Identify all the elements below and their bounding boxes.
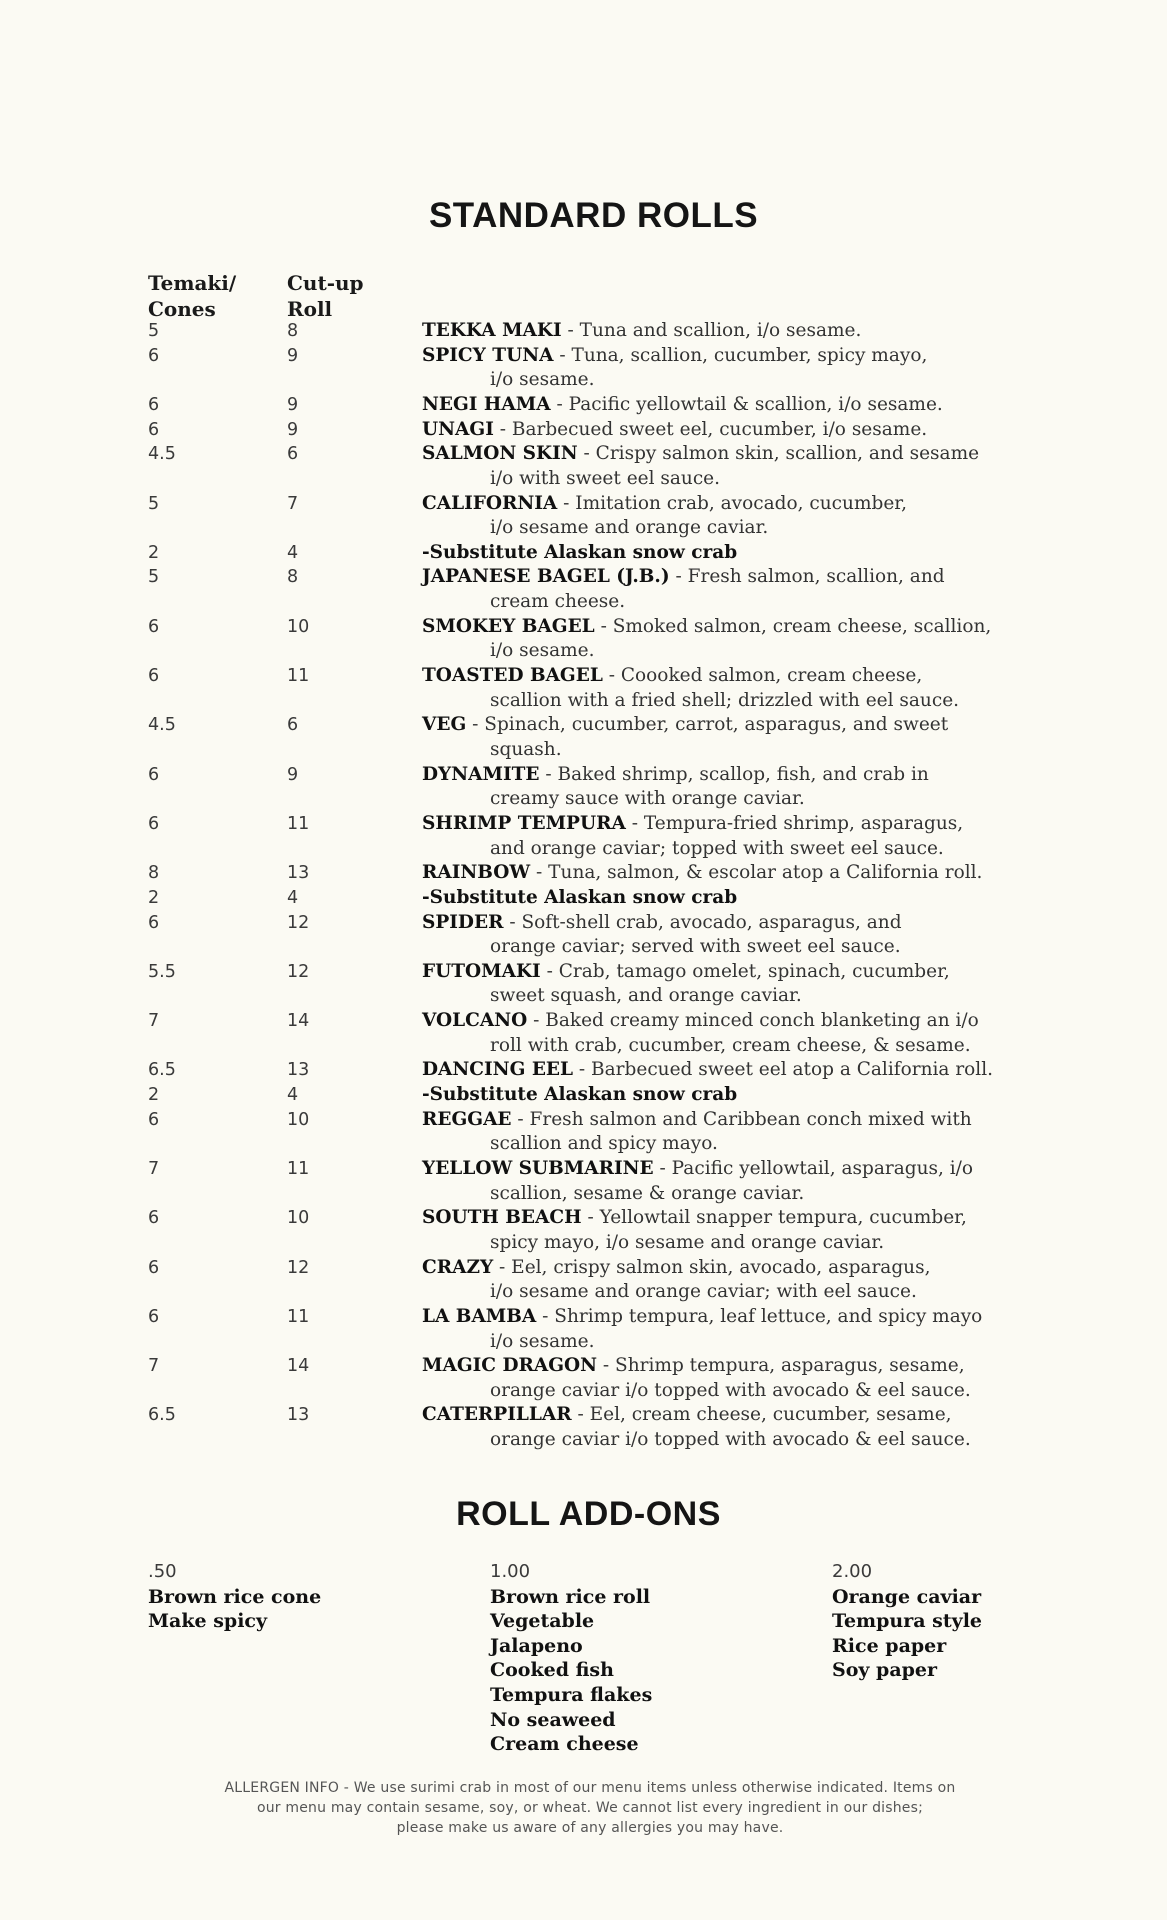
menu-row	[0, 812, 1167, 861]
cut-roll-price: 10	[287, 1208, 310, 1229]
rolls-list	[0, 319, 1167, 1453]
roll-description	[422, 541, 1042, 566]
roll-description	[422, 763, 1042, 812]
allergen-info	[150, 1778, 1030, 1838]
addon-item: Vegetable	[490, 1610, 595, 1633]
addon-item: Tempura flakes	[490, 1683, 653, 1706]
allergen-line-2: our menu may contain sesame, soy, or wheat. We cannot list every ingredient in our dishes;	[256, 1800, 924, 1816]
cone-price: 6	[148, 1257, 160, 1278]
roll-description	[422, 886, 1042, 911]
cone-price: 6	[148, 813, 160, 834]
cut-roll-price: 4	[287, 542, 299, 563]
roll-description	[422, 1009, 1042, 1058]
roll-ingredients-continued: orange caviar i/o topped with avocado & eel sauce.	[490, 1379, 971, 1401]
cut-roll-price: 12	[287, 912, 310, 933]
menu-row	[0, 344, 1167, 393]
cone-price: 6	[148, 666, 160, 687]
roll-description	[422, 393, 1042, 418]
roll-ingredients: - Coooked salmon, cream cheese,	[602, 665, 923, 687]
roll-ingredients: - Yellowtail snapper tempura, cucumber,	[581, 1207, 967, 1229]
roll-ingredients: - Pacific yellowtail & scallion, i/o sesame.	[550, 393, 943, 415]
cut-roll-price: 6	[287, 444, 299, 465]
roll-ingredients: - Baked shrimp, scallop, fish, and crab in	[539, 763, 929, 785]
roll-description	[422, 615, 1042, 664]
roll-name: CALIFORNIA	[422, 492, 558, 514]
roll-description	[422, 492, 1042, 541]
cut-header-line2: Roll	[287, 297, 333, 321]
menu-row	[0, 713, 1167, 762]
cut-header-line1: Cut-up	[287, 271, 364, 295]
roll-ingredients: - Pacific yellowtail, asparagus, i/o	[653, 1157, 974, 1179]
roll-description	[422, 1058, 1042, 1083]
cone-price: 8	[148, 863, 160, 884]
roll-ingredients: - Baked creamy minced conch blanketing an i/o	[527, 1010, 979, 1032]
cone-column-header	[148, 270, 236, 322]
cone-price: 6.5	[148, 1060, 176, 1081]
roll-name: MAGIC DRAGON	[422, 1355, 598, 1377]
cone-price: 6	[148, 1109, 160, 1130]
roll-name: YELLOW SUBMARINE	[422, 1157, 654, 1179]
cut-roll-price: 13	[287, 863, 310, 884]
roll-ingredients: - Eel, cream cheese, cucumber, sesame,	[571, 1404, 952, 1426]
roll-ingredients-continued: and orange caviar; topped with sweet eel sauce.	[490, 837, 944, 859]
cone-price: 6.5	[148, 1405, 176, 1426]
roll-name: TOASTED BAGEL	[422, 665, 603, 687]
roll-name: -Substitute Alaskan snow crab	[422, 541, 738, 563]
roll-ingredients-continued: cream cheese.	[490, 591, 626, 613]
roll-ingredients-continued: orange caviar i/o topped with avocado & eel sauce.	[490, 1429, 971, 1451]
cone-price: 6	[148, 616, 160, 637]
cone-price: 6	[148, 1208, 160, 1229]
addons-group-1	[148, 1560, 321, 1634]
roll-name: -Substitute Alaskan snow crab	[422, 1084, 738, 1106]
addon-item: Brown rice cone	[148, 1585, 322, 1608]
menu-row	[0, 1157, 1167, 1206]
menu-row	[0, 492, 1167, 541]
cone-header-line1: Temaki/	[148, 271, 237, 295]
roll-description	[422, 1403, 1042, 1452]
menu-row	[0, 1256, 1167, 1305]
roll-name: TEKKA MAKI	[422, 320, 562, 341]
allergen-line-3: please make us aware of any allergies you may have.	[396, 1820, 784, 1836]
addon-item: Orange caviar	[832, 1585, 982, 1608]
roll-name: SPIDER	[422, 911, 504, 933]
cut-roll-price: 11	[287, 1158, 310, 1179]
roll-name: REGGAE	[422, 1108, 512, 1130]
addon-item: Soy paper	[832, 1659, 938, 1682]
cut-roll-price: 6	[287, 715, 299, 736]
cut-roll-price: 11	[287, 1306, 310, 1327]
roll-name: DANCING EEL	[422, 1059, 574, 1081]
menu-row	[0, 1206, 1167, 1255]
cone-price: 2	[148, 542, 160, 563]
addon-item: Jalapeno	[490, 1634, 583, 1657]
roll-name: UNAGI	[422, 418, 494, 440]
menu-row	[0, 763, 1167, 812]
addon-item: Brown rice roll	[490, 1585, 651, 1608]
roll-description	[422, 713, 1042, 762]
menu-row	[0, 1009, 1167, 1058]
roll-description	[422, 664, 1042, 713]
roll-description	[422, 418, 1042, 443]
cut-roll-price: 13	[287, 1405, 310, 1426]
roll-name: -Substitute Alaskan snow crab	[422, 886, 738, 908]
roll-name: DYNAMITE	[422, 763, 540, 785]
roll-ingredients: - Shrimp tempura, leaf lettuce, and spicy mayo	[536, 1305, 983, 1327]
menu-row	[0, 960, 1167, 1009]
cone-price: 7	[148, 1011, 160, 1032]
roll-name: LA BAMBA	[422, 1305, 537, 1327]
cone-header-line2: Cones	[148, 297, 216, 321]
cone-price: 5	[148, 567, 160, 588]
cut-roll-price: 4	[287, 1085, 299, 1106]
menu-row	[0, 393, 1167, 418]
roll-name: JAPANESE BAGEL (J.B.)	[422, 566, 670, 588]
roll-ingredients-continued: scallion, sesame & orange caviar.	[490, 1182, 805, 1204]
roll-ingredients: - Crispy salmon skin, scallion, and sesame	[577, 443, 980, 465]
cut-roll-price: 13	[287, 1060, 310, 1081]
addons-group-3	[832, 1560, 982, 1683]
roll-name: NEGI HAMA	[422, 393, 551, 415]
menu-row	[0, 664, 1167, 713]
cut-roll-price: 8	[287, 321, 299, 341]
cut-roll-price: 9	[287, 394, 299, 415]
menu-row	[0, 442, 1167, 491]
roll-ingredients-continued: i/o sesame and orange caviar.	[490, 517, 769, 539]
roll-ingredients: - Barbecued sweet eel atop a California roll.	[573, 1059, 994, 1081]
roll-ingredients-continued: roll with crab, cucumber, cream cheese, & sesame.	[490, 1034, 971, 1056]
roll-description	[422, 1083, 1042, 1108]
roll-description	[422, 1305, 1042, 1354]
menu-row	[0, 1403, 1167, 1452]
roll-description	[422, 442, 1042, 491]
roll-ingredients-continued: scallion with a fried shell; drizzled with eel sauce.	[490, 689, 960, 711]
cut-roll-price: 14	[287, 1011, 310, 1032]
addons-group-2	[490, 1560, 652, 1757]
addon-item: No seaweed	[490, 1708, 616, 1731]
cut-column-header	[287, 270, 364, 322]
menu-row	[0, 1058, 1167, 1083]
cut-roll-price: 8	[287, 567, 299, 588]
roll-ingredients: - Shrimp tempura, asparagus, sesame,	[597, 1355, 965, 1377]
cut-roll-price: 4	[287, 887, 299, 908]
roll-name: FUTOMAKI	[422, 960, 541, 982]
roll-name: SOUTH BEACH	[422, 1207, 582, 1229]
roll-description	[422, 1206, 1042, 1255]
roll-ingredients: - Fresh salmon and Caribbean conch mixed with	[511, 1108, 972, 1130]
cut-roll-price: 10	[287, 1109, 310, 1130]
roll-ingredients-continued: squash.	[490, 739, 562, 760]
cone-price: 7	[148, 1356, 160, 1377]
roll-ingredients-continued: creamy sauce with orange caviar.	[490, 788, 805, 810]
roll-name: VOLCANO	[422, 1010, 528, 1032]
roll-ingredients-continued: i/o sesame.	[490, 1330, 595, 1352]
roll-description	[422, 319, 1042, 344]
roll-ingredients: - Smoked salmon, cream cheese, scallion,	[594, 615, 992, 637]
roll-description	[422, 861, 1042, 886]
roll-ingredients-continued: i/o sesame.	[490, 369, 595, 391]
roll-description	[422, 344, 1042, 393]
menu-row	[0, 911, 1167, 960]
menu-row	[0, 418, 1167, 443]
roll-description	[422, 1256, 1042, 1305]
roll-ingredients-continued: orange caviar; served with sweet eel sauce.	[490, 936, 901, 958]
roll-description	[422, 911, 1042, 960]
roll-ingredients-continued: spicy mayo, i/o sesame and orange caviar.	[490, 1231, 885, 1253]
roll-name: VEG	[422, 714, 467, 736]
roll-ingredients: - Spinach, cucumber, carrot, asparagus, and sweet	[466, 714, 949, 736]
addon-price: 1.00	[490, 1561, 531, 1582]
cone-price: 6	[148, 419, 160, 440]
cone-price: 5.5	[148, 961, 176, 982]
roll-name: SPICY TUNA	[422, 344, 554, 366]
roll-ingredients: - Tempura-fried shrimp, asparagus,	[625, 812, 964, 834]
roll-description	[422, 565, 1042, 614]
roll-ingredients: - Soft-shell crab, avocado, asparagus, and	[503, 911, 902, 933]
cut-roll-price: 11	[287, 666, 310, 687]
menu-row	[0, 319, 1167, 344]
menu-row	[0, 861, 1167, 886]
cone-price: 7	[148, 1158, 160, 1179]
addons-title: ROLL ADD-ONS	[456, 1495, 721, 1533]
menu-row	[0, 615, 1167, 664]
cone-price: 2	[148, 1085, 160, 1106]
roll-description	[422, 1108, 1042, 1157]
roll-description	[422, 960, 1042, 1009]
cone-price: 4.5	[148, 715, 176, 736]
roll-ingredients: - Tuna, salmon, & escolar atop a California roll.	[530, 862, 983, 884]
addon-item: Cooked fish	[490, 1659, 614, 1682]
menu-row	[0, 1108, 1167, 1157]
cut-roll-price: 12	[287, 961, 310, 982]
addon-item: Rice paper	[832, 1634, 947, 1657]
cut-roll-price: 9	[287, 419, 299, 440]
roll-ingredients: - Eel, crispy salmon skin, avocado, asparagus,	[493, 1256, 931, 1278]
menu-row	[0, 1083, 1167, 1108]
roll-name: CATERPILLAR	[422, 1404, 572, 1426]
roll-ingredients-continued: i/o with sweet eel sauce.	[490, 467, 721, 489]
cone-price: 6	[148, 912, 160, 933]
roll-ingredients-continued: i/o sesame.	[490, 640, 595, 662]
cut-roll-price: 12	[287, 1257, 310, 1278]
roll-name: SHRIMP TEMPURA	[422, 812, 626, 834]
cone-price: 4.5	[148, 444, 176, 465]
cone-price: 6	[148, 394, 160, 415]
menu-row	[0, 565, 1167, 614]
cone-price: 6	[148, 764, 160, 785]
roll-name: CRAZY	[422, 1256, 494, 1278]
cone-price: 5	[148, 493, 160, 514]
menu-row	[0, 886, 1167, 911]
cut-roll-price: 11	[287, 813, 310, 834]
roll-ingredients-continued: sweet squash, and orange caviar.	[490, 985, 802, 1007]
cut-roll-price: 9	[287, 764, 299, 785]
page-title: STANDARD ROLLS	[428, 196, 759, 235]
roll-name: SMOKEY BAGEL	[422, 615, 595, 637]
menu-row	[0, 1354, 1167, 1403]
allergen-line-1: ALLERGEN INFO - We use surimi crab in most of our menu items unless otherwise indicated. Items on	[224, 1780, 956, 1796]
roll-ingredients: - Crab, tamago omelet, spinach, cucumber,	[540, 960, 950, 982]
menu-row	[0, 541, 1167, 566]
addon-item: Tempura style	[832, 1610, 983, 1633]
roll-name: RAINBOW	[422, 862, 531, 884]
cone-price: 6	[148, 1306, 160, 1327]
cut-roll-price: 7	[287, 493, 299, 514]
addon-price: .50	[148, 1561, 177, 1582]
roll-description	[422, 1157, 1042, 1206]
menu-row	[0, 1305, 1167, 1354]
roll-description	[422, 812, 1042, 861]
cut-roll-price: 14	[287, 1356, 310, 1377]
roll-ingredients-continued: i/o sesame and orange caviar; with eel sauce.	[490, 1281, 917, 1303]
cone-price: 2	[148, 887, 160, 908]
addon-item: Cream cheese	[490, 1733, 639, 1756]
roll-ingredients-continued: scallion and spicy mayo.	[490, 1133, 718, 1155]
addon-price: 2.00	[832, 1561, 873, 1582]
cone-price: 5	[148, 321, 160, 341]
roll-ingredients: - Tuna, scallion, cucumber, spicy mayo,	[553, 344, 928, 366]
cone-price: 6	[148, 345, 160, 366]
roll-name: SALMON SKIN	[422, 443, 578, 465]
roll-ingredients: - Barbecued sweet eel, cucumber, i/o sesame.	[493, 418, 928, 440]
cut-roll-price: 10	[287, 616, 310, 637]
roll-ingredients: - Imitation crab, avocado, cucumber,	[557, 492, 907, 514]
roll-ingredients: - Tuna and scallion, i/o sesame.	[561, 320, 862, 341]
addon-item: Make spicy	[148, 1610, 268, 1633]
cut-roll-price: 9	[287, 345, 299, 366]
roll-ingredients: - Fresh salmon, scallion, and	[669, 566, 945, 588]
roll-description	[422, 1354, 1042, 1403]
